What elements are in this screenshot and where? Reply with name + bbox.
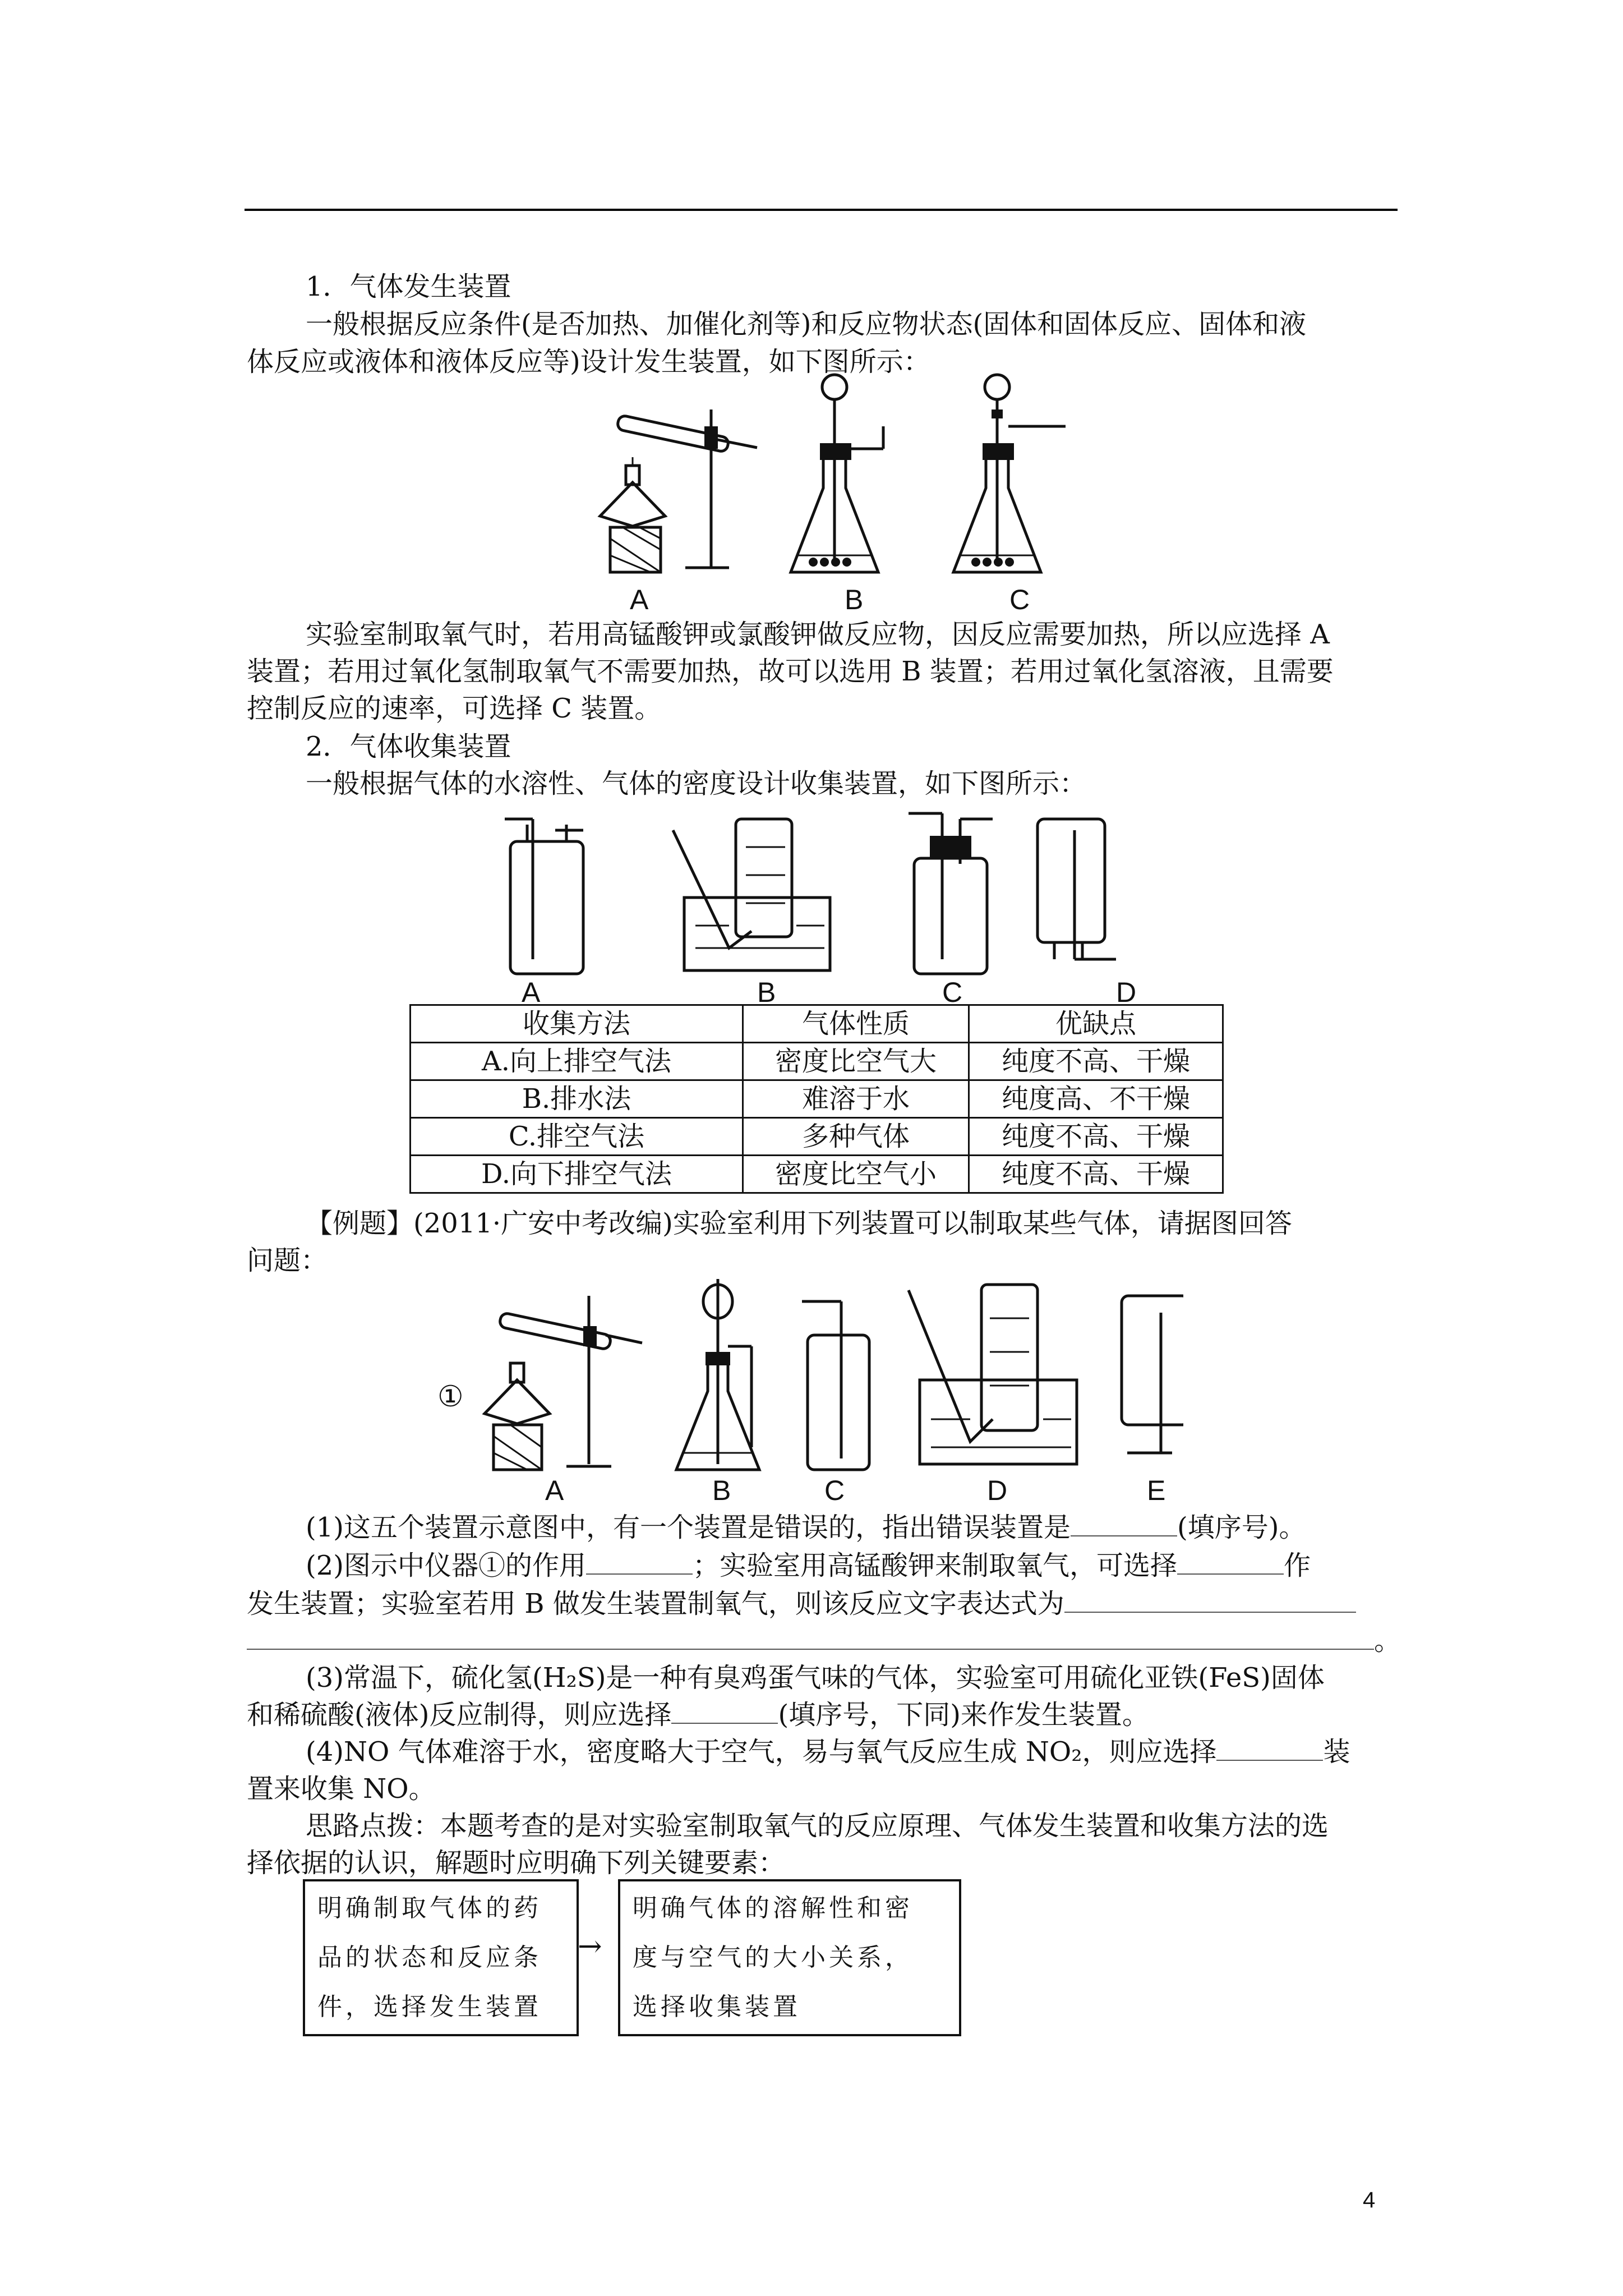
table-header-proscons: 优缺点 [969,1005,1223,1043]
section1-explain-line1: 实验室制取氧气时，若用高锰酸钾或氯酸钾做反应物，因反应需要加热，所以应选择 A [306,619,1330,650]
example-c-bottle [802,1301,869,1470]
section2-heading: 2．气体收集装置 [306,731,511,762]
section1-intro-line2: 体反应或液体和液体反应等)设计发生装置，如下图所示： [247,346,930,378]
collect-c-stoppered-bottle [909,813,993,974]
table-cell: 纯度不高、干燥 [969,1043,1223,1080]
collection-apparatus-figure [494,797,1166,982]
page-number: 4 [1363,2188,1376,2212]
fig2-label-b: B [757,977,776,1008]
flow-arrow: → [578,1930,602,1963]
question-3-cont: 和稀硫酸(液体)反应制得，则应选择 (填序号，下同)来作发生装置。 [247,1699,1149,1731]
table-cell: 难溶于水 [743,1080,969,1118]
table-cell: 纯度高、不干燥 [969,1080,1223,1118]
example-source: (2011·广安中考改编)实验室利用下列装置可以制取某些气体，请据图回答 [413,1208,1292,1239]
example-tag: 【例题】 [306,1208,414,1239]
question-2: (2)图示中仪器①的作用 ；实验室用高锰酸钾来制取氧气，可选择 作 [306,1550,1311,1581]
section1-intro-line1: 一般根据反应条件(是否加热、加催化剂等)和反应物状态(固体和固体反应、固体和液 [306,309,1307,340]
table-cell: B.排水法 [411,1080,743,1118]
fig1-label-c: C [1009,584,1030,615]
table-row [411,1080,1223,1118]
fig3-label-e: E [1147,1475,1166,1506]
fig3-label-b: B [712,1475,731,1506]
flow-box-generator: 明确制取气体的药 品的状态和反应条 件，选择发生装置 [303,1879,579,2036]
question-2-end: 。 [247,1622,1396,1659]
section1-explain-line3: 控制反应的速率，可选择 C 装置。 [247,693,662,724]
apparatus-b-flask [791,375,883,572]
answer-blank [247,1649,1374,1650]
collect-a-bottle [505,819,583,974]
example-e-inverted-bottle [1122,1296,1183,1453]
generator-apparatus-figure [594,370,1099,595]
example-apparatus-figure [482,1279,1183,1481]
answer-blank [586,1573,693,1575]
collect-b-water-trough [673,819,830,970]
answer-blank [1216,1760,1323,1761]
answer-blank [671,1723,778,1724]
answer-blank [1071,1535,1177,1536]
table-cell: 密度比空气小 [743,1156,969,1193]
collection-method-table [409,1004,1224,1194]
fig1-label-a: A [630,584,649,615]
answer-blank [1064,1612,1356,1613]
circle-one-marker: ① [437,1381,464,1413]
fig2-label-a: A [522,977,541,1008]
fig2-label-c: C [942,977,963,1008]
table-cell: 纯度不高、干燥 [969,1156,1223,1193]
hint-line1: 思路点拨：本题考查的是对实验室制取氧气的反应原理、气体发生装置和收集方法的选 [306,1810,1329,1842]
example-line1 [306,1205,1455,1242]
table-header-row [411,1005,1223,1043]
collect-d-inverted-bottle [1038,819,1116,959]
question-2-cont: 发生装置；实验室若用 B 做发生装置制氧气，则该反应文字表达式为 [247,1585,1396,1622]
hint-line2: 择依据的认识，解题时应明确下列关键要素： [247,1847,786,1879]
section1-explain-line2: 装置；若用过氧化氢制取氧气不需要加热，故可以选用 B 装置；若用过氧化氢溶液，且需要 [247,656,1334,687]
table-cell: D.向下排空气法 [411,1156,743,1193]
header-rule [245,209,1398,211]
fig3-label-c: C [824,1475,845,1506]
table-cell: C.排空气法 [411,1118,743,1156]
table-header-property: 气体性质 [743,1005,969,1043]
table-header-method: 收集方法 [411,1005,743,1043]
section2-intro: 一般根据气体的水溶性、气体的密度设计收集装置，如下图所示： [306,768,1087,799]
table-row [411,1156,1223,1193]
example-line2: 问题： [247,1245,328,1276]
question-4-cont: 置来收集 NO。 [247,1773,436,1805]
question-1: (1)这五个装置示意图中，有一个装置是错误的，指出错误装置是 (填序号)。 [306,1512,1306,1543]
apparatus-c-flask [953,375,1066,572]
table-row [411,1118,1223,1156]
example-b-funnel-flask [676,1279,759,1470]
fig2-label-d: D [1116,977,1137,1008]
example-a-heated-tube [485,1296,642,1470]
section1-heading: 1．气体发生装置 [306,271,511,302]
fig3-label-d: D [987,1475,1008,1506]
fig3-label-a: A [545,1475,564,1506]
table-row [411,1043,1223,1080]
example-d-water-trough [909,1285,1077,1464]
flow-box-collector: 明确气体的溶解性和密 度与空气的大小关系， 选择收集装置 [618,1879,961,2036]
table-cell: A.向上排空气法 [411,1043,743,1080]
fig1-label-b: B [845,584,864,615]
question-4: (4)NO 气体难溶于水，密度略大于空气，易与氧气反应生成 NO₂，则应选择 装 [306,1736,1350,1768]
apparatus-a-heated-tube [600,409,757,572]
table-cell: 多种气体 [743,1118,969,1156]
table-cell: 密度比空气大 [743,1043,969,1080]
answer-blank [1177,1573,1284,1575]
table-cell: 纯度不高、干燥 [969,1118,1223,1156]
question-3: (3)常温下，硫化氢(H₂S)是一种有臭鸡蛋气味的气体，实验室可用硫化亚铁(FeS)固体 [306,1662,1325,1694]
